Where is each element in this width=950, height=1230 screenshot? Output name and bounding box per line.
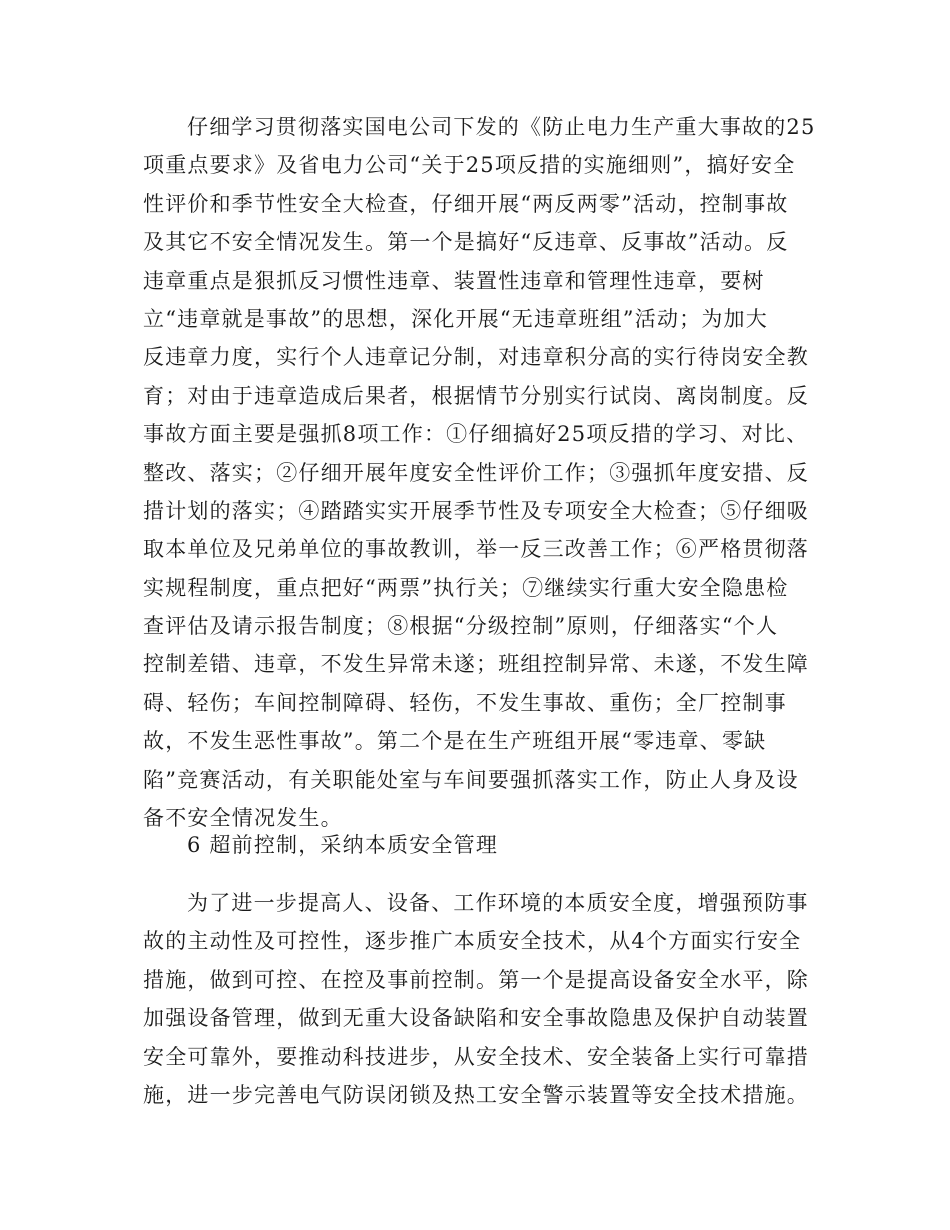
paragraph-line: 项重点要求》及省电力公司“关于25项反措的实施细则”，搞好安全	[143, 153, 796, 178]
paragraph-line: 性评价和季节性安全大检查，仔细开展“两反两零”活动，控制事故	[143, 191, 789, 216]
paragraph-line: 为了进一步提高人、设备、工作环境的本质安全度，增强预防事	[187, 891, 809, 915]
paragraph-line: 及其它不安全情况发生。第一个是搞好“反违章、反事故”活动。反	[143, 230, 789, 255]
paragraph-line: 违章重点是狠抓反习惯性违章、装置性违章和管理性违章，要树	[143, 268, 765, 293]
section-heading-text: 6 超前控制，采纳本质安全管理	[187, 833, 499, 857]
paragraph-line: 措计划的落实；④踏踏实实开展季节性及专项安全大检查；⑤仔细吸	[143, 498, 809, 523]
paragraph-line: 故的主动性及可控性，逐步推广本质安全技术，从4个方面实行安全	[143, 929, 802, 954]
paragraph-line: 施，进一步完善电气防误闭锁及热工安全警示装置等安全技术措施。	[143, 1082, 809, 1107]
paragraph-line: 立“违章就是事故”的思想，深化开展“无违章班组”活动；为加大	[143, 306, 768, 331]
paragraph-2	[143, 884, 808, 1114]
paragraph-line: 安全可靠外，要推动科技进步，从安全技术、安全装备上实行可靠措	[143, 1044, 809, 1069]
paragraph-line: 碍、轻伤；车间控制障碍、轻伤，不发生事故、重伤；全厂控制事	[143, 690, 787, 715]
paragraph-line: 控制差错、违章，不发生异常未遂；班组控制异常、未遂，不发生障	[143, 652, 809, 677]
paragraph-line: 陷”竞赛活动，有关职能处室与车间要强抓落实工作，防止人身及设	[143, 767, 799, 792]
paragraph-line: 整改、落实；②仔细开展年度安全性评价工作；③强抓年度安措、反	[143, 460, 809, 485]
section-heading	[143, 826, 808, 864]
paragraph-line: 措施，做到可控、在控及事前控制。第一个是提高设备安全水平，除	[143, 967, 809, 992]
paragraph-line: 查评估及请示报告制度；⑧根据“分级控制”原则，仔细落实“个人	[143, 614, 779, 639]
paragraph-line: 仔细学习贯彻落实国电公司下发的《防止电力生产重大事故的25	[187, 115, 816, 139]
paragraph-line: 备不安全情况发生。	[143, 806, 343, 831]
paragraph-line: 加强设备管理，做到无重大设备缺陷和安全事故隐患及保护自动装置	[143, 1006, 809, 1031]
paragraph-line: 育；对由于违章造成后果者，根据情节分别实行试岗、离岗制度。反	[143, 383, 809, 408]
paragraph-line: 故，不发生恶性事故”。第二个是在生产班组开展“零违章、零缺	[143, 729, 767, 754]
paragraph-line: 反违章力度，实行个人违章记分制，对违章积分高的实行待岗安全教	[143, 345, 809, 370]
paragraph-1	[143, 108, 816, 837]
paragraph-line: 事故方面主要是强抓8项工作：①仔细搞好25项反措的学习、对比、	[143, 422, 809, 447]
paragraph-line: 实规程制度，重点把好“两票”执行关；⑦继续实行重大安全隐患检	[143, 575, 789, 600]
paragraph-line: 取本单位及兄弟单位的事故教训，举一反三改善工作；⑥严格贯彻落	[143, 537, 809, 562]
